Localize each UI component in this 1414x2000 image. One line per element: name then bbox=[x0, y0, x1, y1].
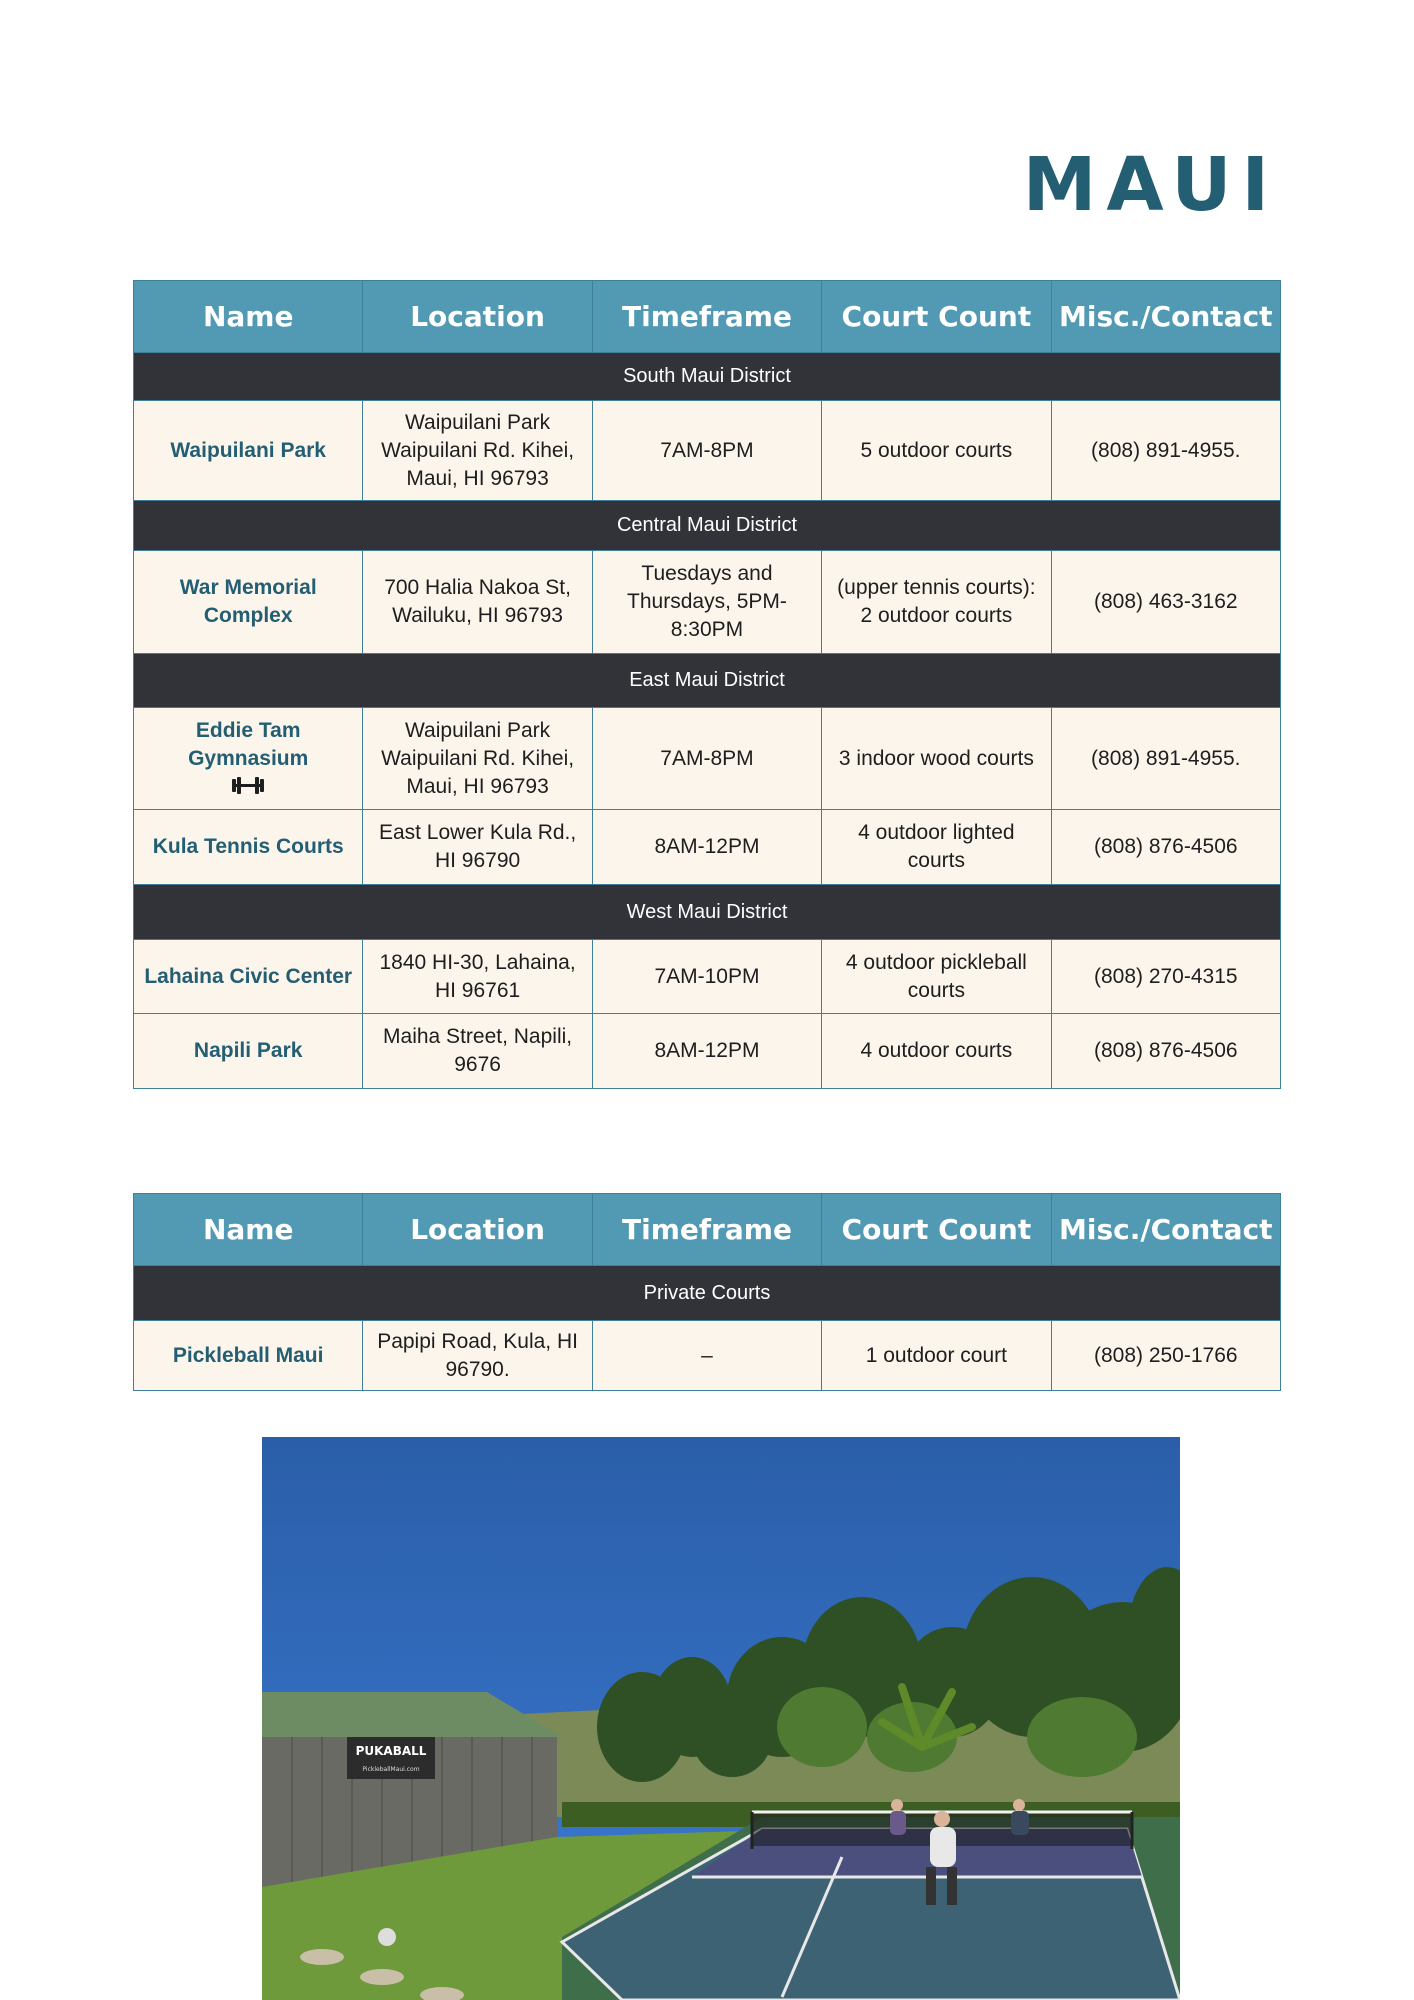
court-timeframe: 7AM-8PM bbox=[592, 708, 821, 810]
court-timeframe: 7AM-10PM bbox=[592, 940, 821, 1014]
court-contact: (808) 270-4315 bbox=[1051, 940, 1280, 1014]
court-name: Eddie Tam Gymnasium bbox=[188, 718, 309, 770]
dumbbell-icon bbox=[231, 777, 265, 793]
district-row bbox=[134, 885, 1281, 940]
court-timeframe: 8AM-12PM bbox=[592, 1014, 821, 1089]
pickleball-court-photo bbox=[262, 1437, 1180, 2000]
court-count: 5 outdoor courts bbox=[822, 401, 1051, 501]
court-location: Maiha Street, Napili, 9676 bbox=[363, 1014, 592, 1089]
district-label: East Maui District bbox=[134, 654, 1281, 708]
header-name: Name bbox=[134, 281, 363, 353]
court-contact: (808) 891-4955. bbox=[1051, 401, 1280, 501]
district-label: West Maui District bbox=[134, 885, 1281, 940]
table-header-row bbox=[134, 1194, 1281, 1266]
court-location: Waipuilani Park Waipuilani Rd. Kihei, Maui, HI 96793 bbox=[363, 708, 592, 810]
court-timeframe: – bbox=[592, 1321, 821, 1391]
court-name: Waipuilani Park bbox=[134, 401, 363, 501]
photo-sign-text: PUKABALL bbox=[355, 1744, 427, 1758]
header-timeframe: Timeframe bbox=[592, 1194, 821, 1266]
header-court-count: Court Count bbox=[822, 1194, 1051, 1266]
court-name: Napili Park bbox=[134, 1014, 363, 1089]
court-name-cell bbox=[134, 708, 363, 810]
court-location: 700 Halia Nakoa St, Wailuku, HI 96793 bbox=[363, 551, 592, 654]
district-row bbox=[134, 654, 1281, 708]
court-count: (upper tennis courts): 2 outdoor courts bbox=[822, 551, 1051, 654]
court-location: Waipuilani Park Waipuilani Rd. Kihei, Maui, HI 96793 bbox=[363, 401, 592, 501]
court-name: Pickleball Maui bbox=[134, 1321, 363, 1391]
table-row bbox=[134, 1321, 1281, 1391]
header-contact: Misc./Contact bbox=[1051, 281, 1280, 353]
table-row bbox=[134, 708, 1281, 810]
header-location: Location bbox=[363, 1194, 592, 1266]
header-contact: Misc./Contact bbox=[1051, 1194, 1280, 1266]
court-location: East Lower Kula Rd., HI 96790 bbox=[363, 810, 592, 885]
district-label: Private Courts bbox=[134, 1266, 1281, 1321]
court-count: 4 outdoor courts bbox=[822, 1014, 1051, 1089]
court-timeframe: 7AM-8PM bbox=[592, 401, 821, 501]
table-header-row bbox=[134, 281, 1281, 353]
court-contact: (808) 463-3162 bbox=[1051, 551, 1280, 654]
court-count: 4 outdoor lighted courts bbox=[822, 810, 1051, 885]
table-row bbox=[134, 810, 1281, 885]
table-row bbox=[134, 940, 1281, 1014]
court-timeframe: 8AM-12PM bbox=[592, 810, 821, 885]
district-row bbox=[134, 1266, 1281, 1321]
court-timeframe: Tuesdays and Thursdays, 5PM-8:30PM bbox=[592, 551, 821, 654]
court-contact: (808) 876-4506 bbox=[1051, 1014, 1280, 1089]
court-location: Papipi Road, Kula, HI 96790. bbox=[363, 1321, 592, 1391]
court-contact: (808) 891-4955. bbox=[1051, 708, 1280, 810]
court-count: 3 indoor wood courts bbox=[822, 708, 1051, 810]
district-row bbox=[134, 501, 1281, 551]
district-row bbox=[134, 353, 1281, 401]
court-location: 1840 HI-30, Lahaina, HI 96761 bbox=[363, 940, 592, 1014]
table-row bbox=[134, 1014, 1281, 1089]
court-contact: (808) 250-1766 bbox=[1051, 1321, 1280, 1391]
courts-table-private bbox=[133, 1193, 1281, 1391]
header-court-count: Court Count bbox=[822, 281, 1051, 353]
court-count: 1 outdoor court bbox=[822, 1321, 1051, 1391]
page-title: MAUI bbox=[1022, 142, 1279, 228]
district-label: South Maui District bbox=[134, 353, 1281, 401]
court-contact: (808) 876-4506 bbox=[1051, 810, 1280, 885]
photo-sign-subtext: PickleballMaui.com bbox=[362, 1766, 420, 1773]
court-count: 4 outdoor pickleball courts bbox=[822, 940, 1051, 1014]
court-name: War Memorial Complex bbox=[134, 551, 363, 654]
header-timeframe: Timeframe bbox=[592, 281, 821, 353]
court-name: Lahaina Civic Center bbox=[134, 940, 363, 1014]
district-label: Central Maui District bbox=[134, 501, 1281, 551]
courts-table-public bbox=[133, 280, 1281, 1089]
table-row bbox=[134, 401, 1281, 501]
header-name: Name bbox=[134, 1194, 363, 1266]
court-name: Kula Tennis Courts bbox=[134, 810, 363, 885]
header-location: Location bbox=[363, 281, 592, 353]
table-row bbox=[134, 551, 1281, 654]
